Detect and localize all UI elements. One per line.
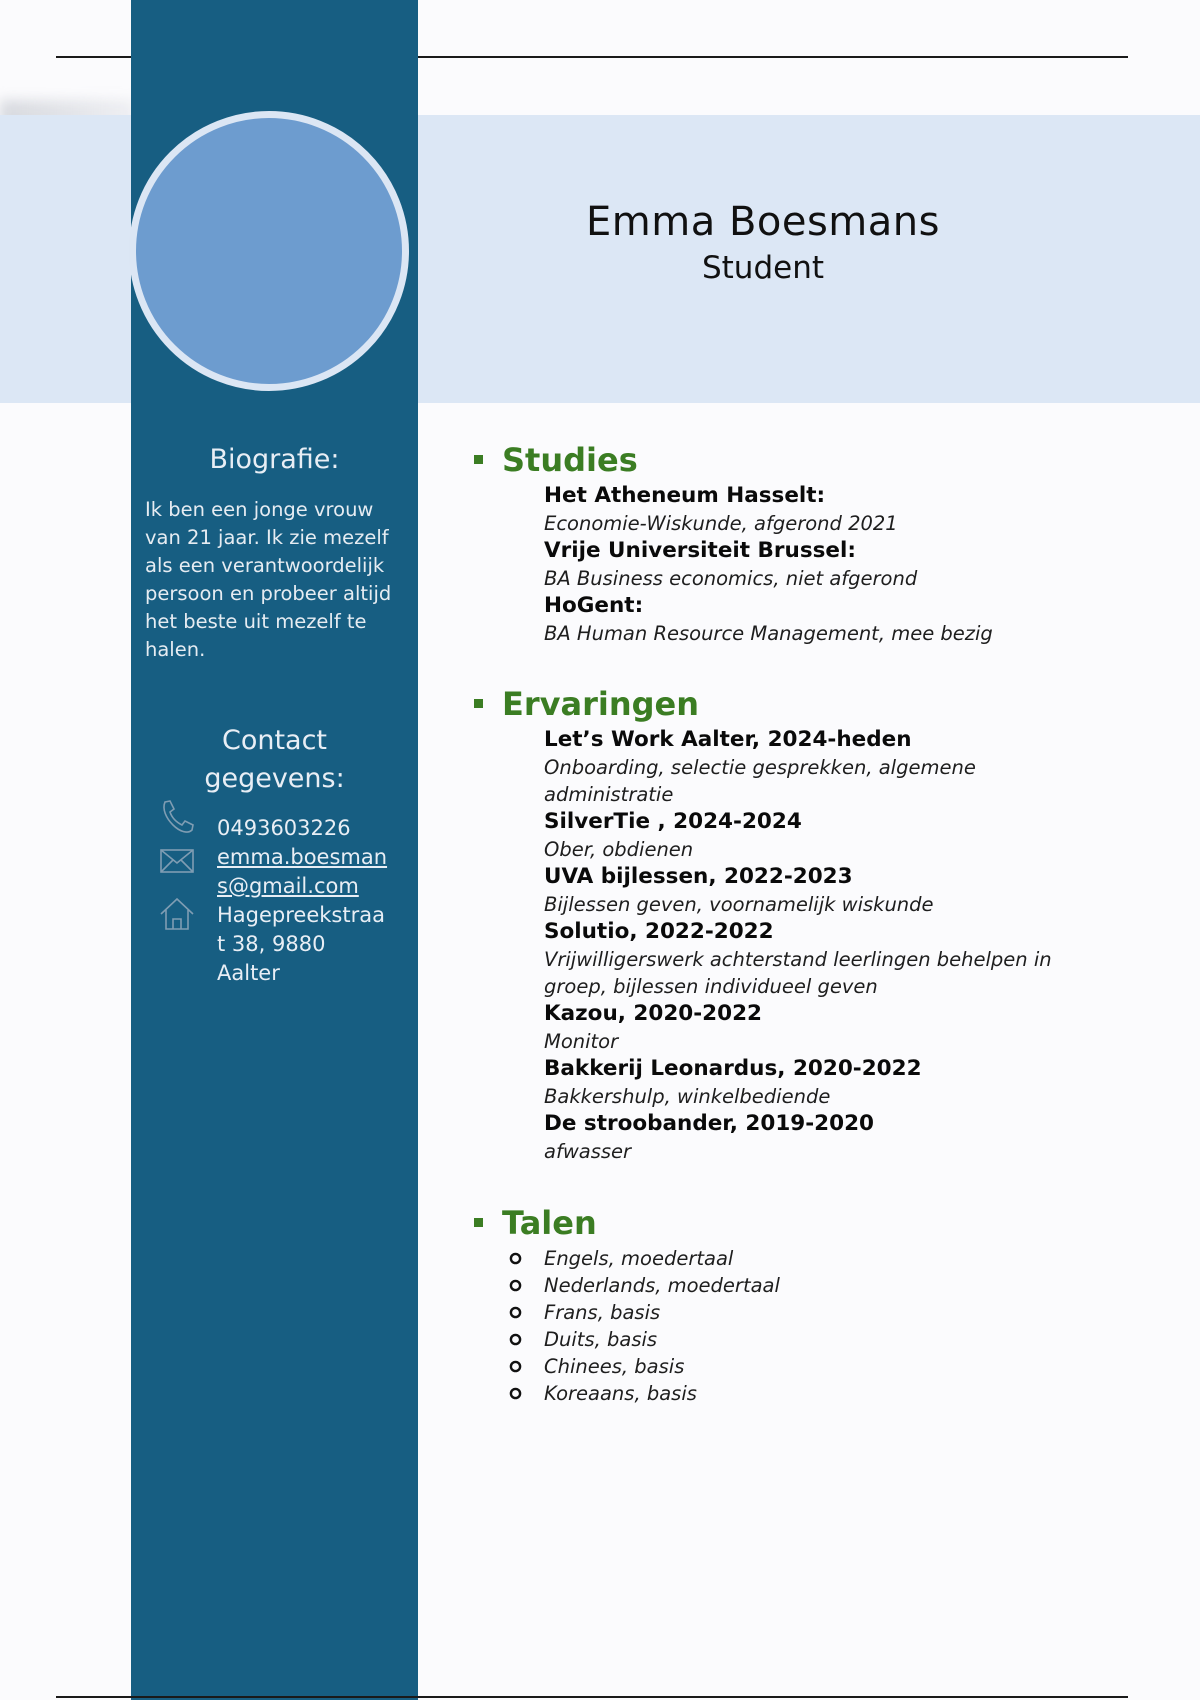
- contact-heading-line2: gegevens:: [204, 763, 345, 794]
- language-text: Nederlands, moedertaal: [544, 1274, 780, 1297]
- name-block: [418, 196, 1108, 288]
- language-text: Chinees, basis: [544, 1355, 685, 1378]
- address-line3: Aalter: [217, 961, 280, 985]
- experience-desc: Vrijwilligerswerk achterstand leerlingen behelpen in groep, bijlessen individueel geven: [544, 948, 1052, 998]
- email-link[interactable]: [217, 845, 387, 898]
- profile-photo-placeholder: [129, 111, 409, 391]
- experience-entry: [472, 726, 1122, 1165]
- experience-title: Kazou, 2020-2022: [544, 1001, 763, 1026]
- address-line1: Hagepreekstraa: [217, 903, 385, 927]
- studies-title: [472, 438, 1122, 482]
- studies-title-text: Studies: [502, 441, 638, 479]
- experience-title: UVA bijlessen, 2022-2023: [544, 864, 853, 889]
- experience-title: Let’s Work Aalter, 2024-heden: [544, 727, 912, 752]
- study-title: HoGent:: [544, 593, 644, 618]
- phone-icon: [158, 798, 196, 836]
- bio-heading: Biografie:: [209, 444, 340, 475]
- experience-desc: afwasser: [544, 1140, 632, 1163]
- square-bullet-icon: [474, 1218, 483, 1227]
- experience-title: SilverTie , 2024-2024: [544, 809, 802, 834]
- circle-bullet-icon: [509, 1360, 522, 1373]
- circle-bullet-icon: [509, 1252, 522, 1265]
- language-text: Engels, moedertaal: [544, 1247, 734, 1270]
- talen-title: [472, 1201, 1122, 1245]
- envelope-icon: [158, 843, 196, 881]
- contact-email[interactable]: [158, 843, 408, 901]
- list-item: [472, 1245, 1122, 1272]
- contact-list: [158, 814, 408, 988]
- experience-title: Bakkerij Leonardus, 2020-2022: [544, 1056, 922, 1081]
- experience-title: Solutio, 2022-2022: [544, 919, 774, 944]
- contact-address: [158, 901, 408, 988]
- study-title: Vrije Universiteit Brussel:: [544, 538, 856, 563]
- email-line2[interactable]: s@gmail.com: [217, 874, 359, 898]
- experience-desc: Bakkershulp, winkelbediende: [544, 1085, 831, 1108]
- home-icon: [158, 895, 196, 933]
- study-title: Het Atheneum Hasselt:: [544, 483, 826, 508]
- ervaringen-title: [472, 682, 1122, 726]
- contact-heading-line1: Contact: [221, 725, 328, 756]
- ervaringen-title-text: Ervaringen: [502, 685, 700, 723]
- study-desc: BA Human Resource Management, mee bezig: [544, 622, 993, 645]
- square-bullet-icon: [474, 455, 483, 464]
- contact-heading: [131, 722, 418, 798]
- list-item: [472, 1272, 1122, 1299]
- phone-number: 0493603226: [217, 816, 351, 840]
- list-item: [472, 1380, 1122, 1407]
- square-bullet-icon: [474, 699, 483, 708]
- bio-text: Ik ben een jonge vrouw van 21 jaar. Ik zie mezelf als een verantwoordelijk persoon en probeer altijd het beste uit mezelf te halen.: [145, 498, 392, 661]
- circle-bullet-icon: [509, 1333, 522, 1346]
- circle-bullet-icon: [509, 1279, 522, 1292]
- language-text: Frans, basis: [544, 1301, 661, 1324]
- list-item: [472, 1326, 1122, 1353]
- study-desc: BA Business economics, niet afgerond: [544, 567, 918, 590]
- study-desc: Economie-Wiskunde, afgerond 2021: [544, 512, 898, 535]
- contact-phone: [158, 814, 408, 843]
- talen-title-text: Talen: [502, 1204, 597, 1242]
- address-line2: t 38, 9880: [217, 932, 326, 956]
- experience-desc: Ober, obdienen: [544, 838, 694, 861]
- person-name: Emma Boesmans: [586, 199, 940, 245]
- bottom-rule: [56, 1696, 1128, 1698]
- ervaringen-section: [472, 682, 1122, 1165]
- main-content: [472, 438, 1122, 1407]
- experience-desc: Bijlessen geven, voornamelijk wiskunde: [544, 893, 934, 916]
- experience-title: De stroobander, 2019-2020: [544, 1111, 875, 1136]
- study-entry: [472, 482, 1122, 647]
- studies-section: [472, 438, 1122, 647]
- language-text: Koreaans, basis: [544, 1382, 697, 1405]
- circle-bullet-icon: [509, 1387, 522, 1400]
- circle-bullet-icon: [509, 1306, 522, 1319]
- talen-section: [472, 1201, 1122, 1407]
- experience-desc: Onboarding, selectie gesprekken, algemene administratie: [544, 756, 976, 806]
- language-text: Duits, basis: [544, 1328, 658, 1351]
- list-item: [472, 1299, 1122, 1326]
- language-list: [472, 1245, 1122, 1407]
- list-item: [472, 1353, 1122, 1380]
- person-role: Student: [701, 250, 825, 286]
- email-line1[interactable]: emma.boesman: [217, 845, 388, 869]
- experience-desc: Monitor: [544, 1030, 619, 1053]
